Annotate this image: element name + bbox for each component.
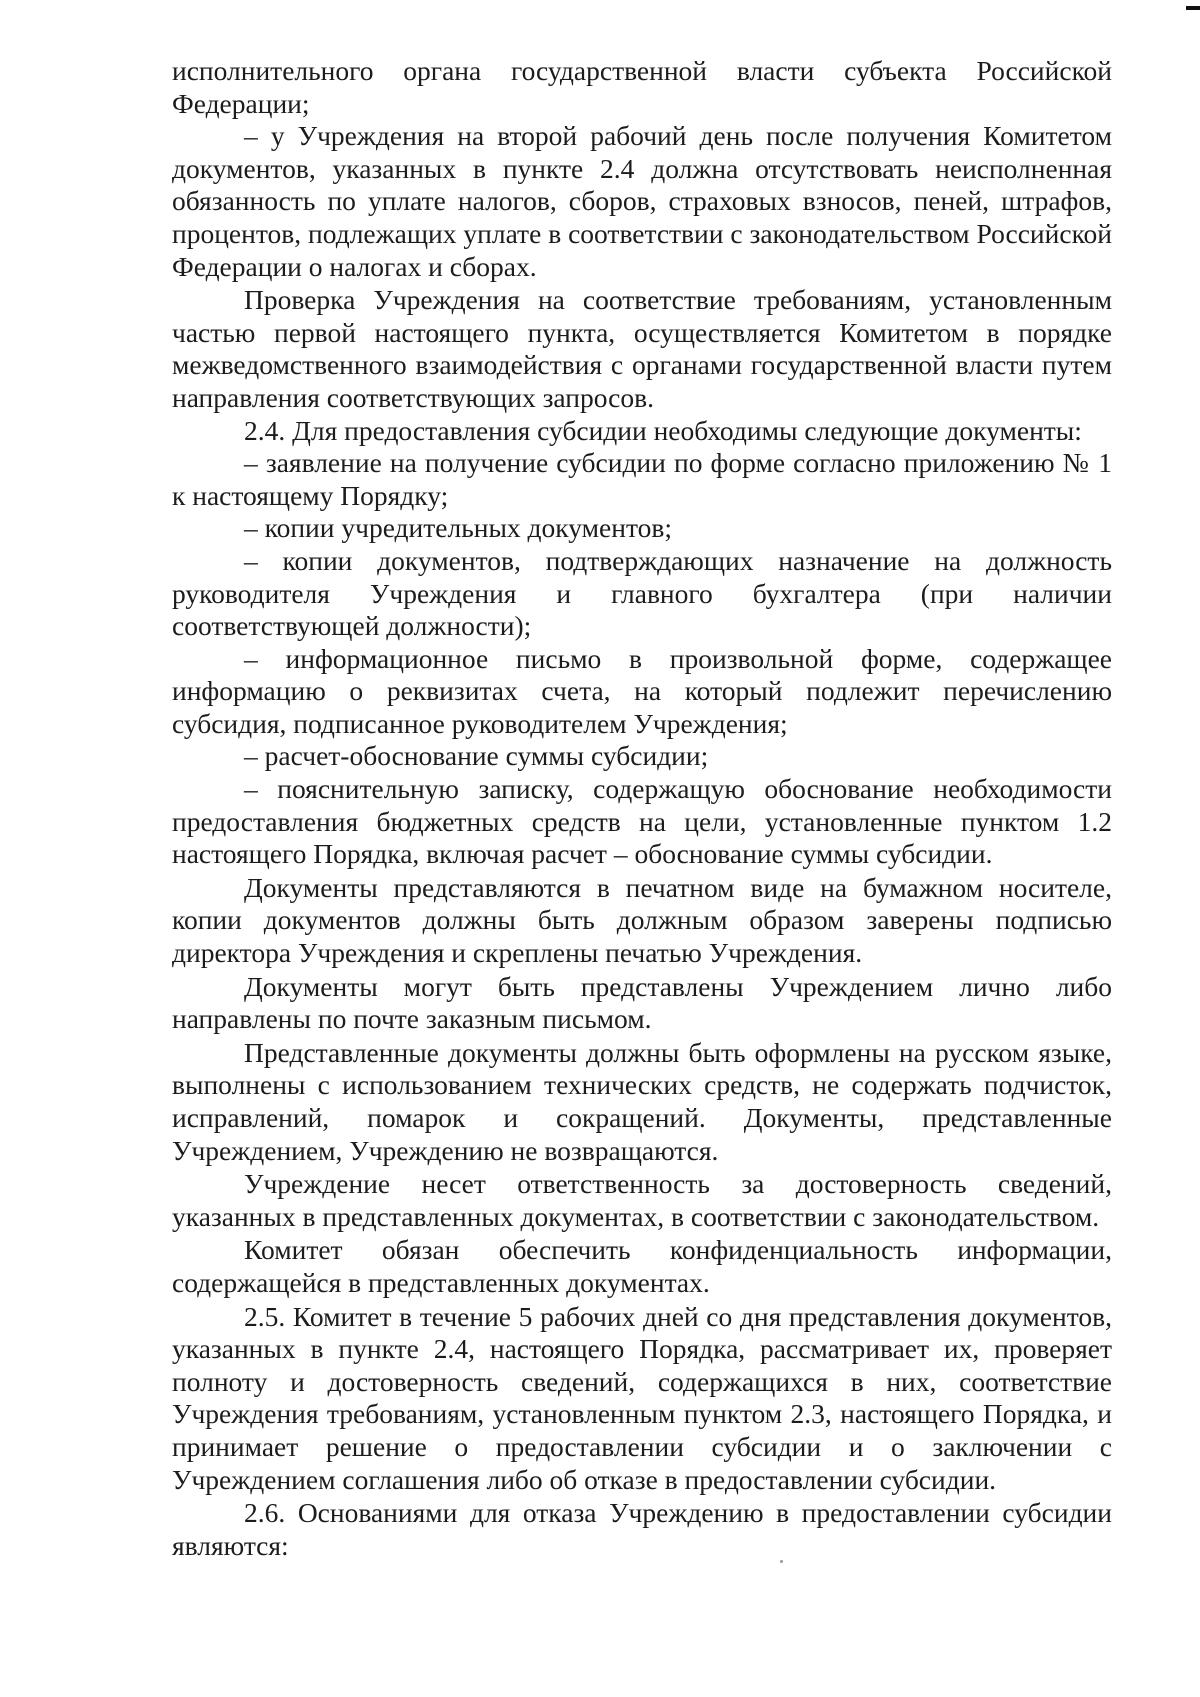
paragraph: 2.5. Комитет в течение 5 рабочих дней со дня представления документов, указанных в пункте 2.4, настоящего Порядка, рассматривает их, проверяет полноту и достоверность сведений, содержащихся в них, соответствие Учреждения требованиям, установленным пунктом 2.3, настоящего Порядка, и принимает решение о предоставлении субсидии и о заключении с Учреждением соглашения либо об отказе в предоставлении субсидии. (172, 1300, 1112, 1495)
paragraph: Документы могут быть представлены Учреждением лично либо направлены по почте заказным письмом. (172, 970, 1112, 1035)
paragraph: Документы представляются в печатном виде на бумажном носителе, копии документов должны быть должным образом заверены подписью директора Учреждения и скреплены печатью Учреждения. (172, 871, 1112, 969)
list-item: – информационное письмо в произвольной форме, содержащее информацию о реквизитах счета, на который подлежит перечислению субсидия, подписанное руководителем Учреждения; (172, 642, 1112, 739)
paragraph: Комитет обязан обеспечить конфиденциальность информации, содержащейся в представленных документах. (172, 1234, 1112, 1298)
paragraph: Представленные документы должны быть оформлены на русском языке, выполнены с использованием технических средств, не содержать подчисток, исправлений, помарок и сокращений. Документы, представленные Учреждением, Учреждению не возвращаются. (172, 1036, 1112, 1166)
document-page (172, 55, 1112, 1562)
paragraph: исполнительного органа государственной власти субъекта Российской Федерации; (172, 55, 1112, 119)
paragraph: 2.4. Для предоставления субсидии необходимы следующие документы: (244, 414, 1082, 446)
paragraph: Проверка Учреждения на соответствие требованиям, установленным частью первой настоящего пункта, осуществляется Комитетом в порядке межведомственного взаимодействия с органами государственной власти путем направления соответствующих запросов. (172, 284, 1112, 413)
list-item: – заявление на получение субсидии по форме согласно приложению № 1 к настоящему Порядку; (172, 447, 1112, 511)
paragraph: Учреждение несет ответственность за достоверность сведений, указанных в представленных документах, в соответствии с законодательством. (172, 1168, 1112, 1232)
paragraph: 2.6. Основаниями для отказа Учреждению в предоставлении субсидии являются: (172, 1497, 1112, 1561)
list-item: – копии учредительных документов; (244, 512, 673, 544)
list-item: – пояснительную записку, содержащую обоснование необходимости предоставления бюджетных средств на цели, установленные пунктом 1.2 настоящего Порядка, включая расчет – обоснование суммы субсидии. (172, 773, 1112, 870)
scan-edge-mark (1186, 6, 1200, 10)
list-item: – копии документов, подтверждающих назначение на должность руководителя Учреждения и главного бухгалтера (при наличии соответствующей должности); (172, 544, 1112, 642)
list-item: – расчет-обоснование суммы субсидии; (244, 740, 709, 772)
paragraph: – у Учреждения на второй рабочий день после получения Комитетом документов, указанных в пункте 2.4 должна отсутствовать неисполненная обязанность по уплате налогов, сборов, страховых взносов, пеней, штрафов, процентов, подлежащих уплате в соответствии с законодательством Российской Федерации о налогах и сборах. (172, 120, 1112, 282)
